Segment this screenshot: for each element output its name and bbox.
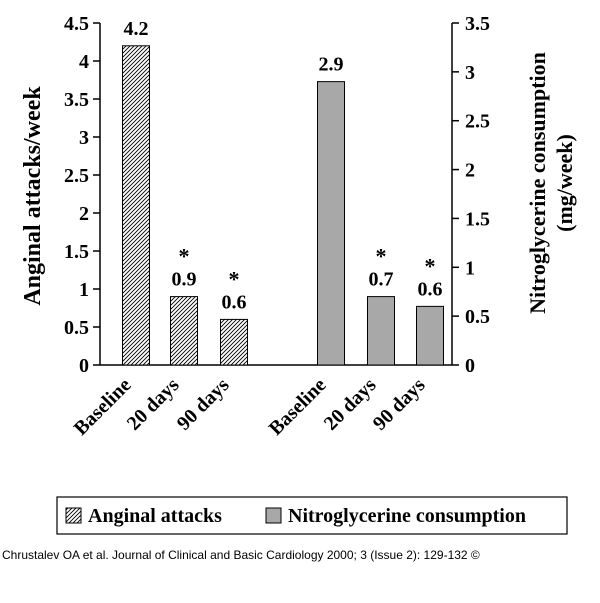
category-label: 90 days [172, 373, 234, 435]
right-tick-label: 2.5 [465, 110, 490, 133]
category-label: Baseline [69, 373, 136, 440]
left-axis-title: Anginal attacks/week [20, 86, 46, 306]
left-tick-label: 0 [79, 355, 89, 377]
nitroglycerine-bar [368, 297, 395, 365]
category-label: 90 days [368, 373, 430, 435]
legend-label-anginal-attacks: Anginal attacks [88, 505, 222, 527]
anginal-attacks-bar [171, 297, 198, 365]
anginal-attacks-bar [221, 319, 248, 365]
right-axis-title-line1: Nitroglycerine consumption [525, 52, 550, 314]
significance-asterisk: * [178, 243, 190, 269]
citation-credit: Chrustalev OA et al. Journal of Clinical and Basic Cardiology 2000; 3 (Issue 2): 129-132 © [2, 548, 480, 562]
category-label: 20 days [319, 373, 381, 435]
left-tick-label: 0.5 [64, 317, 89, 339]
anginal-attacks-data-label: 0.6 [221, 291, 247, 314]
left-tick-label: 4.5 [64, 13, 89, 35]
significance-asterisk: * [228, 266, 240, 292]
right-tick-label: 1 [465, 257, 475, 280]
left-tick-label: 2 [79, 203, 89, 225]
left-tick-label: 3 [79, 127, 89, 149]
nitroglycerine-data-label: 2.9 [318, 53, 344, 76]
nitroglycerine-data-label: 0.7 [368, 268, 394, 291]
anginal-attacks-data-label: 4.2 [123, 17, 149, 40]
anginal-attacks-data-label: 0.9 [171, 268, 197, 291]
significance-asterisk: * [424, 253, 436, 279]
nitroglycerine-bar [417, 306, 444, 365]
right-tick-label: 3.5 [465, 13, 490, 35]
legend-swatch-nitroglycerine [266, 508, 281, 523]
significance-asterisk: * [375, 243, 387, 269]
legend-swatch-anginal-attacks [66, 508, 81, 523]
left-tick-label: 3.5 [64, 89, 89, 111]
category-label: Baseline [264, 373, 331, 440]
right-tick-label: 1.5 [465, 208, 490, 231]
right-axis-title-line2: (mg/week) [552, 134, 577, 232]
anginal-attacks-bar [123, 46, 150, 365]
left-tick-label: 4 [79, 51, 89, 73]
left-tick-label: 1 [79, 279, 89, 301]
right-tick-label: 2 [465, 159, 475, 182]
legend-label-nitroglycerine: Nitroglycerine consumption [288, 505, 526, 527]
right-tick-label: 3 [465, 61, 475, 84]
left-tick-label: 2.5 [64, 165, 89, 187]
category-label: 20 days [122, 373, 184, 435]
nitroglycerine-bar [318, 82, 345, 365]
left-tick-label: 1.5 [64, 241, 89, 263]
right-tick-label: 0 [465, 355, 475, 377]
nitroglycerine-data-label: 0.6 [417, 278, 443, 301]
right-tick-label: 0.5 [465, 306, 490, 329]
